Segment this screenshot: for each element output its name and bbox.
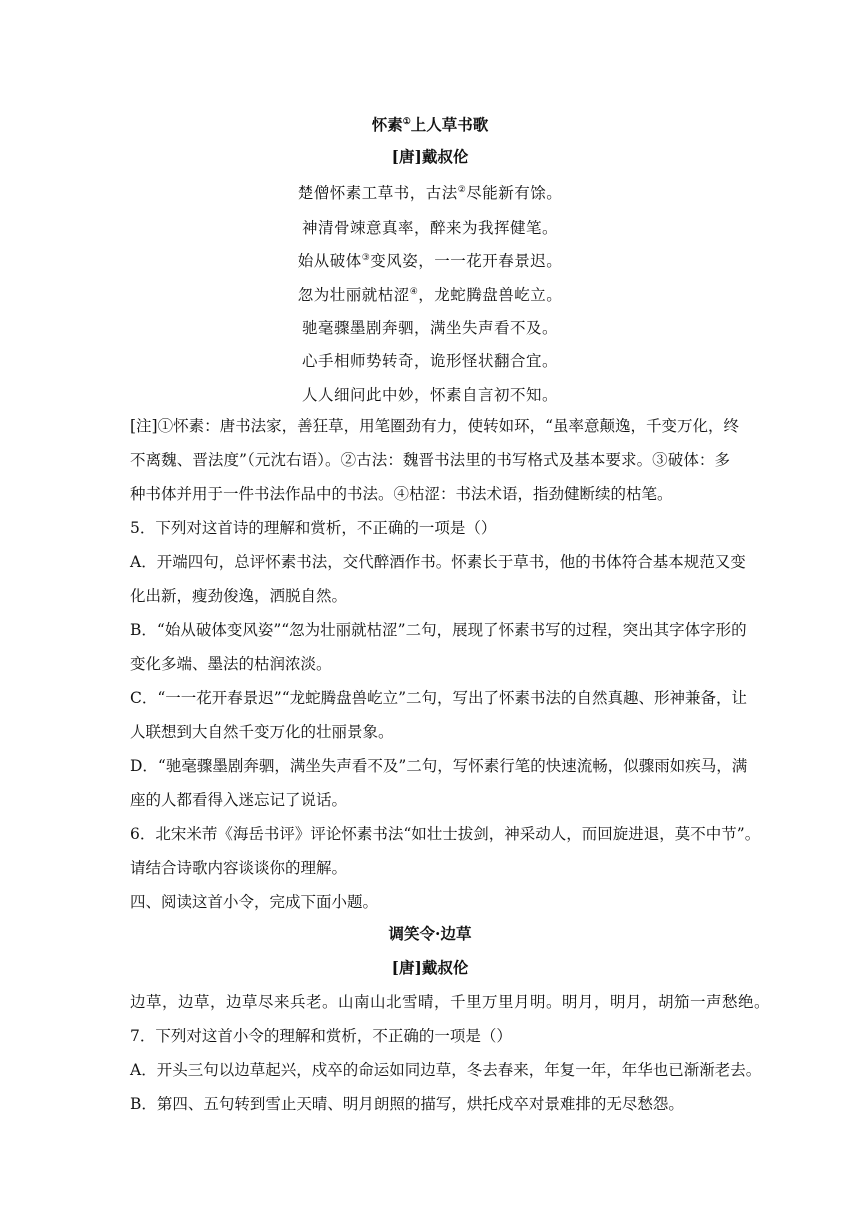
poem1-title-mark: ①	[402, 117, 411, 127]
q5-option-b-cont: 变化多端、墨法的枯润浓淡。	[130, 655, 332, 673]
section-4-heading: 四、阅读这首小令，完成下面小题。	[130, 893, 379, 911]
q5-option-c: C．“一一花开春景迟”“龙蛇腾盘兽屹立”二句，写出了怀素书法的自然真趣、形神兼备，让	[130, 689, 748, 707]
note-line: [注]①怀素：唐书法家，善狂草，用笔圈劲有力，使转如环，“虽率意颠逸，千变万化，终	[130, 417, 740, 435]
note-line: 不离魏、晋法度”（元沈右语）。②古法：魏晋书法里的书写格式及基本要求。③破体：多	[130, 451, 730, 469]
poem1-line: 神清骨竦意真率，醉来为我挥健笔。	[301, 219, 558, 237]
poem2-text: 边草，边草，边草尽来兵老。山南山北雪晴，千里万里月明。明月，明月，胡笳一声愁绝。	[130, 993, 771, 1011]
q7-option-a: A．开头三句以边草起兴，戍卒的命运如同边草，冬去春来，年复一年，年华也已渐渐老去。	[130, 1061, 762, 1079]
question-6-line: 6．北宋米芾《海岳书评》评论怀素书法“如壮士拔剑，神采动人，而回旋进退，莫不中节”。	[130, 825, 761, 843]
q5-option-a-cont: 化出新，瘦劲俊逸，洒脱自然。	[130, 587, 348, 605]
poem1-title-pre: 怀素	[371, 115, 403, 134]
poem1-author: [唐]戴叔伦	[391, 147, 469, 166]
note-line: 种书体并用于一件书法作品中的书法。④枯涩：书法术语，指劲健断续的枯笔。	[130, 485, 673, 503]
q5-option-a: A．开端四句，总评怀素书法，交代醉酒作书。怀素长于草书，他的书体符合基本规范又变	[130, 553, 746, 571]
poem1-title	[0, 112, 860, 135]
q5-option-b: B．“始从破体变风姿”“忽为壮丽就枯涩”二句，展现了怀素书写的过程，突出其字体字形的	[130, 621, 747, 639]
poem1-line: 人人细问此中妙，怀素自言初不知。	[301, 386, 558, 404]
poem2-author: [唐]戴叔伦	[391, 958, 469, 977]
poem1-line: 始从破体③变风姿，一一花开春景迟。	[297, 252, 563, 270]
q7-option-b: B．第四、五句转到雪止天晴、明月朗照的描写，烘托戍卒对景难排的无尽愁怨。	[130, 1095, 684, 1113]
question-7-stem: 7．下列对这首小令的理解和赏析，不正确的一项是（）	[130, 1027, 512, 1045]
poem1-title-post: 上人草书歌	[410, 115, 489, 134]
poem1-line: 驰毫骤墨剧奔驷，满坐失声看不及。	[301, 319, 558, 337]
q5-option-d-cont: 座的人都看得入迷忘记了说话。	[130, 791, 348, 809]
q5-option-d: D．“驰毫骤墨剧奔驷，满坐失声看不及”二句，写怀素行笔的快速流畅，似骤雨如疾马，满	[130, 757, 748, 775]
question-6-line: 请结合诗歌内容谈谈你的理解。	[130, 859, 348, 877]
poem1-line: 楚僧怀素工草书，古法②尽能新有馀。	[297, 184, 563, 202]
poem1-line: 心手相师势转奇，诡形怪状翻合宜。	[301, 352, 558, 370]
q5-option-c-cont: 人联想到大自然千变万化的壮丽景象。	[130, 723, 394, 741]
poem2-title: 调笑令·边草	[388, 924, 472, 943]
poem1-line: 忽为壮丽就枯涩④，龙蛇腾盘兽屹立。	[297, 286, 563, 304]
question-5-stem: 5．下列对这首诗的理解和赏析，不正确的一项是（）	[130, 519, 497, 537]
